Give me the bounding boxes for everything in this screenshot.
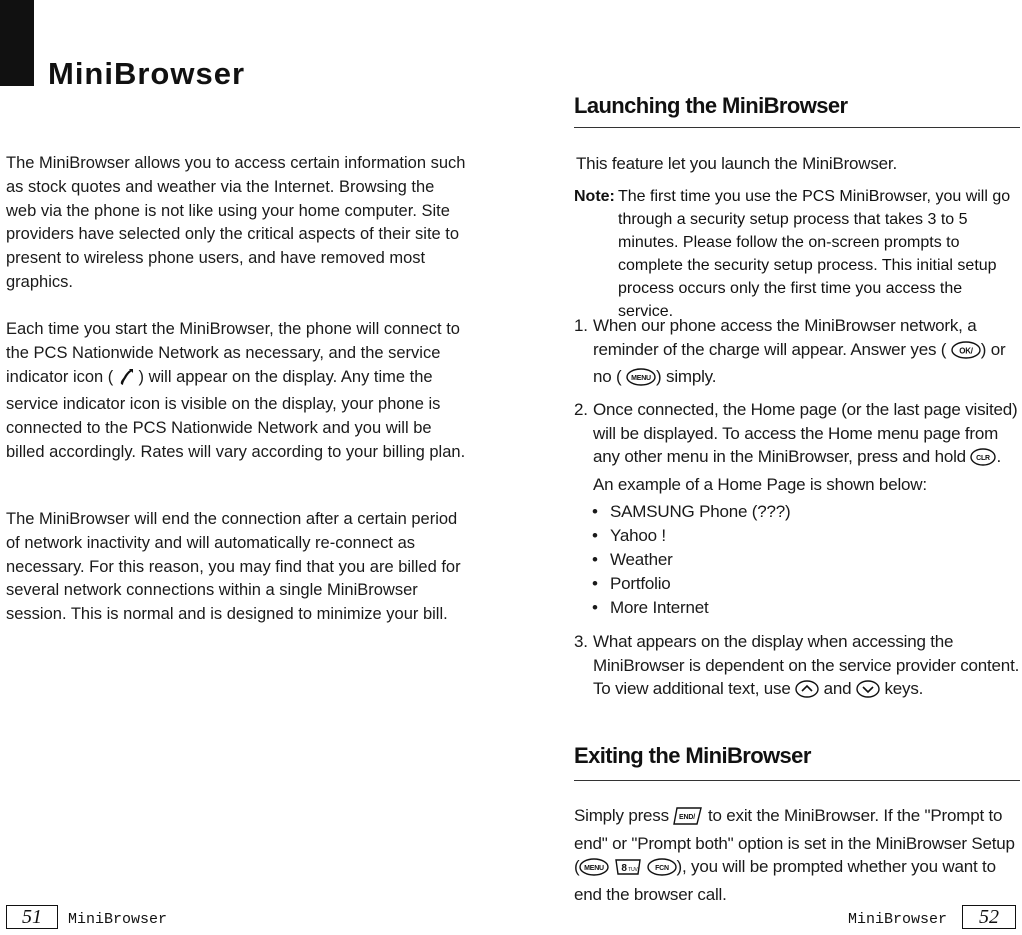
step-1 bbox=[574, 314, 1020, 393]
step-text-part: Once connected, the Home page (or the last page visited) will be displayed. To access the Home menu page from any other menu in the MiniBrowser, press and hold bbox=[593, 400, 1018, 466]
heading-rule bbox=[574, 780, 1020, 781]
list-item: • Yahoo ! bbox=[592, 524, 992, 548]
down-key-icon bbox=[856, 680, 880, 705]
fcn-key-label: FCN bbox=[654, 865, 669, 872]
eight-key-sublabel: TUV bbox=[628, 867, 638, 873]
exit-text-part: Simply press bbox=[574, 806, 669, 825]
step-3 bbox=[574, 630, 1020, 705]
eight-key-icon bbox=[614, 858, 642, 883]
exit-paragraph bbox=[574, 804, 1020, 906]
menu-key-icon bbox=[626, 368, 656, 393]
intro-paragraph: The MiniBrowser allows you to access certain information such as stock quotes and weather via the Internet. Browsing the web via the phone is not like using your home computer. Site providers have selected only the critical aspects of their site to present to wireless phone users, and have removed most graphics. bbox=[6, 154, 466, 291]
list-item: • Weather bbox=[592, 548, 992, 572]
step-number: 1. bbox=[574, 316, 588, 335]
footer-label-left: MiniBrowser bbox=[68, 911, 168, 928]
step-text-part: When our phone access the MiniBrowser network, a reminder of the charge will appear. Answer yes ( bbox=[593, 316, 977, 359]
end-key-icon bbox=[673, 807, 703, 832]
clr-key-label: CLR bbox=[976, 455, 991, 462]
step-text bbox=[593, 398, 1020, 496]
chapter-title: MiniBrowser bbox=[48, 56, 246, 91]
page-number-left: 51 bbox=[6, 905, 58, 929]
step-text bbox=[593, 314, 1020, 393]
step-number: 2. bbox=[574, 400, 588, 419]
reconnect-paragraph: The MiniBrowser will end the connection after a certain period of network inactivity and will automatically re-connect as necessary. For this reason, you may find that you are billed for several network connections within a single MiniBrowser session. This is normal and is designed to minimize your bill. bbox=[6, 510, 461, 624]
end-key-label: END/ bbox=[679, 814, 696, 821]
exit-text-part: to exit the MiniBrowser. If the "Prompt to end" or "Prompt both" option is set in the MiniBrowser Setup ( bbox=[574, 806, 1015, 876]
list-item: • Portfolio bbox=[592, 572, 992, 596]
step-text-part: keys. bbox=[884, 679, 924, 698]
up-key-icon bbox=[795, 680, 819, 705]
step-text-part: ) or no ( bbox=[593, 339, 1006, 386]
launching-heading: Launching the MiniBrowser bbox=[574, 93, 848, 118]
step-2 bbox=[574, 398, 1020, 496]
step-text-part: ) simply. bbox=[656, 367, 717, 386]
step-number: 3. bbox=[574, 632, 588, 651]
exit-text-part: ), you will be prompted whether you want to end the browser call. bbox=[574, 857, 996, 904]
fcn-key-icon bbox=[647, 858, 677, 883]
ok-key-label: OK/ bbox=[958, 346, 973, 355]
connection-paragraph bbox=[6, 318, 466, 465]
note-block bbox=[574, 185, 1020, 323]
list-item: • SAMSUNG Phone (???) bbox=[592, 500, 992, 524]
heading-rule bbox=[574, 127, 1020, 128]
ok-key-icon bbox=[951, 341, 981, 366]
home-page-example-list bbox=[592, 500, 992, 620]
menu-key-label: MENU bbox=[631, 375, 651, 382]
menu-key-label: MENU bbox=[584, 865, 605, 872]
step-text bbox=[593, 630, 1020, 705]
footer-label-right: MiniBrowser bbox=[848, 911, 948, 928]
note-text: The first time you use the PCS MiniBrowser, you will go through a security setup process that takes 3 to 5 minutes. Please follow the on-screen prompts to complete the security setup process. This initial setup process occurs only the first time you access the service. bbox=[618, 188, 1011, 320]
launch-intro: This feature let you launch the MiniBrowser. bbox=[576, 154, 897, 173]
note-label: Note: bbox=[574, 188, 615, 205]
connection-text-a: Each time you start the MiniBrowser, the phone will connect to the PCS Nationwide Network as necessary, and the service indicator icon ( bbox=[6, 320, 460, 386]
step-text-part: What appears on the display when accessing the MiniBrowser is dependent on the service provider content. To view additional text, use bbox=[593, 632, 1020, 698]
list-item: • More Internet bbox=[592, 596, 992, 620]
clr-key-icon bbox=[970, 448, 996, 473]
menu-key-icon bbox=[579, 858, 609, 883]
page-number-right: 52 bbox=[962, 905, 1016, 929]
step-text-part: . An example of a Home Page is shown below: bbox=[593, 447, 1001, 494]
step-text-part: and bbox=[823, 679, 852, 698]
eight-key-label: 8 bbox=[621, 863, 627, 874]
chapter-tab-marker bbox=[0, 0, 34, 86]
exiting-heading: Exiting the MiniBrowser bbox=[574, 743, 811, 768]
service-indicator-icon bbox=[118, 368, 134, 394]
connection-text-b: ) will appear on the display. Any time the service indicator icon is visible on the display, your phone is connected to the PCS Nationwide Network and you will be billed accordingly. Rates will vary according to your billing plan. bbox=[6, 367, 466, 461]
